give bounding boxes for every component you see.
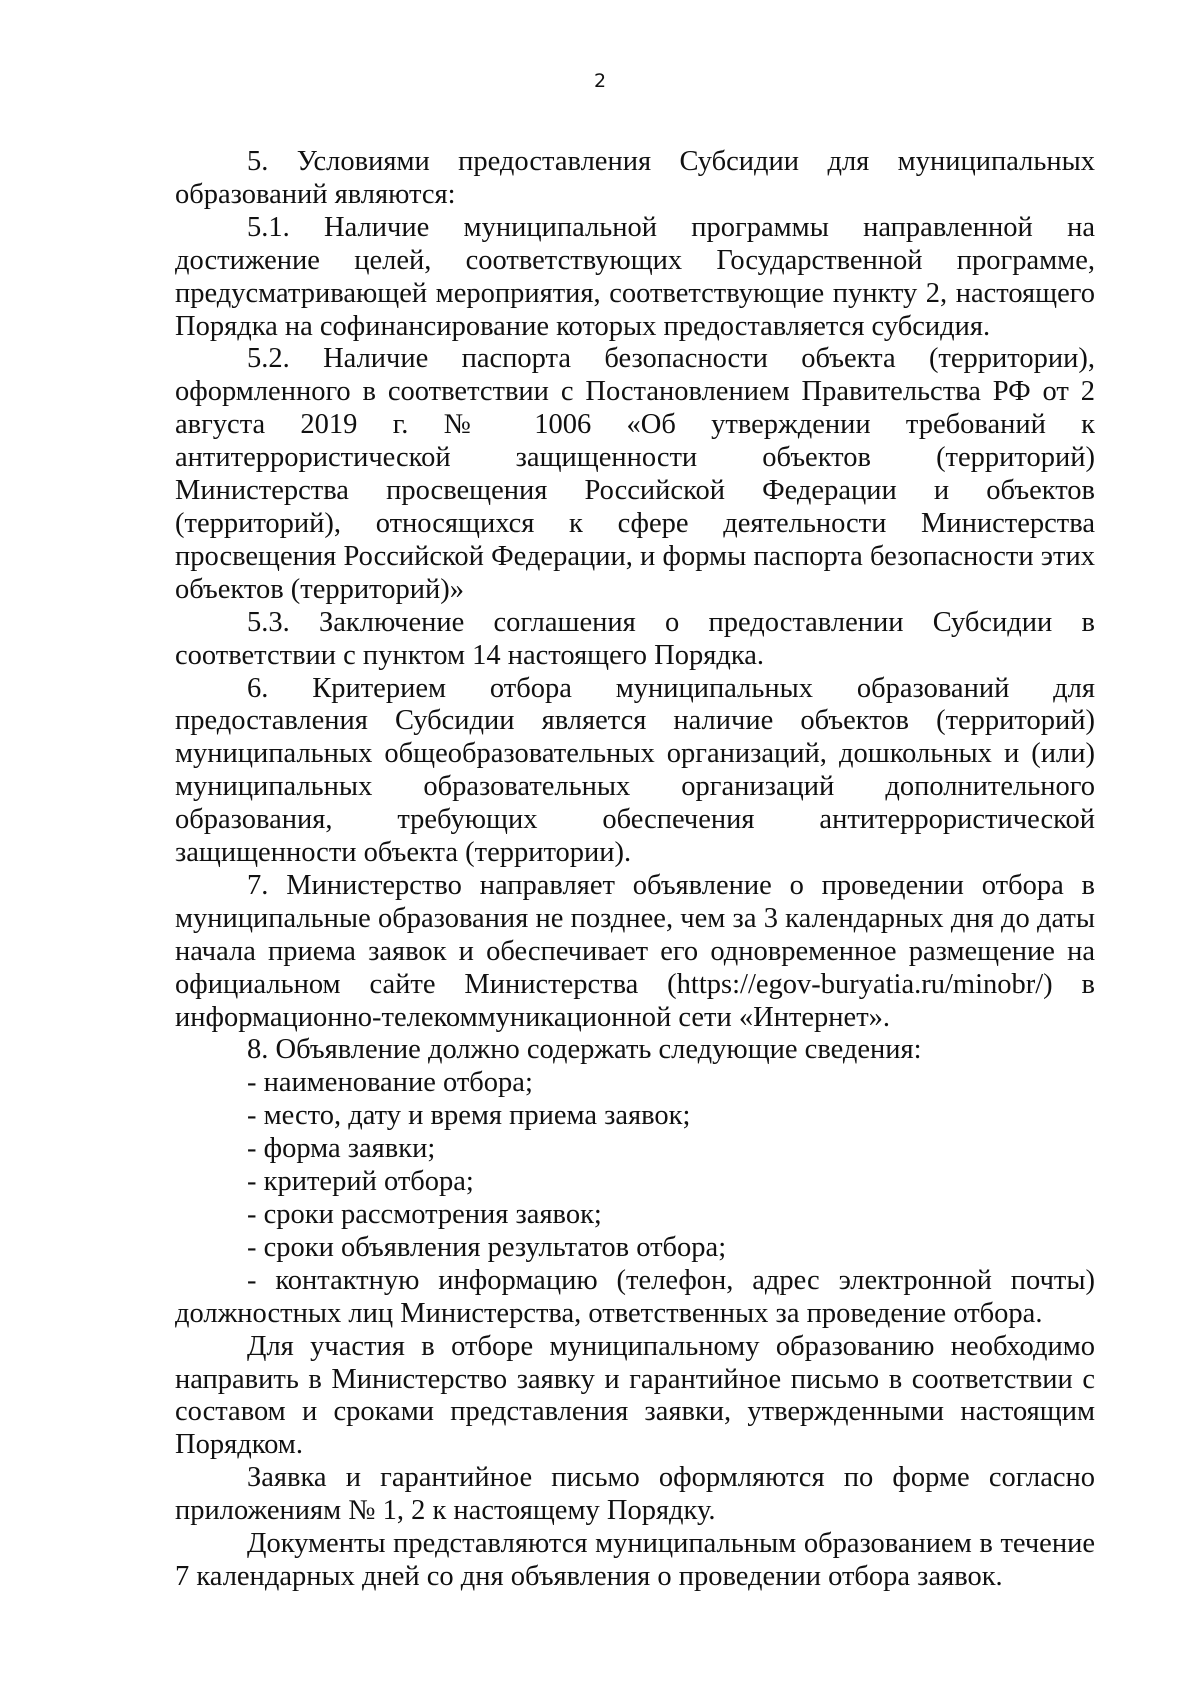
list-item: - место, дату и время приема заявок;: [247, 1100, 691, 1132]
list-item: - сроки рассмотрения заявок;: [247, 1199, 602, 1230]
paragraph-8: 8. Объявление должно содержать следующие сведения:: [247, 1034, 922, 1066]
list-item: - форма заявки;: [247, 1133, 436, 1165]
paragraph-6: 6. Критерием отбора муниципальных образований для предоставления Субсидии является наличие объектов (территорий) муниципальных общеобразовательных организаций, дошкольных и (или) муниципальных образовательных организаций дополнительного образования, требующих обеспечения антитеррористической защищенности объекта (территории).: [175, 672, 1095, 869]
paragraph-documents-deadline: Документы представляются муниципальным образованием в течение 7 календарных дней со дня объявления о проведении отбора заявок.: [175, 1528, 1095, 1592]
list-item: - контактную информацию (телефон, адрес электронной почты) должностных лиц Министерства, ответственных за проведение отбора.: [175, 1264, 1095, 1329]
paragraph-5-3: 5.3. Заключение соглашения о предоставлении Субсидии в соответствии с пунктом 14 настоящего Порядка.: [175, 606, 1095, 671]
paragraph-5-1: 5.1. Наличие муниципальной программы направленной на достижение целей, соответствующих Государственной программе, предусматривающей мероприятия, соответствующие пункту 2, настоящего Порядка на софинансирование которых предоставляется субсидия.: [175, 211, 1095, 342]
paragraph-application-form: Заявка и гарантийное письмо оформляются по форме согласно приложениям № 1, 2 к настоящему Порядку.: [175, 1462, 1095, 1527]
paragraph-7: 7. Министерство направляет объявление о проведении отбора в муниципальные образования не позднее, чем за 3 календарных дня до даты начала приема заявок и обеспечивает его одновременное размещение на официальном сайте Министерства (https://egov-buryatia.ru/minobr/) в информационно-телекоммуникационной сети «Интернет».: [175, 869, 1095, 1033]
list-item: - сроки объявления результатов отбора;: [247, 1231, 727, 1263]
page-number: 2: [593, 70, 607, 92]
document-body: [175, 146, 1095, 1594]
paragraph-5: 5. Условиями предоставления Субсидии для муниципальных образований являются:: [175, 146, 1095, 210]
paragraph-participation: Для участия в отборе муниципальному образованию необходимо направить в Министерство заявку и гарантийное письмо в соответствии с составом и сроками представления заявки, утвержденными настоящим Порядком.: [175, 1330, 1095, 1461]
list-item: - наименование отбора;: [247, 1067, 533, 1099]
paragraph-5-2: 5.2. Наличие паспорта безопасности объекта (территории), оформленного в соответствии с Постановлением Правительства РФ от 2 августа 2019 г. № 1006 «Об утверждении требований к антитеррористической защищенности объектов (территорий) Министерства просвещения Российской Федерации и объектов (территорий), относящихся к сфере деятельности Министерства просвещения Российской Федерации, и формы паспорта безопасности этих объектов (территорий)»: [175, 343, 1095, 605]
list-item: - критерий отбора;: [247, 1166, 474, 1198]
